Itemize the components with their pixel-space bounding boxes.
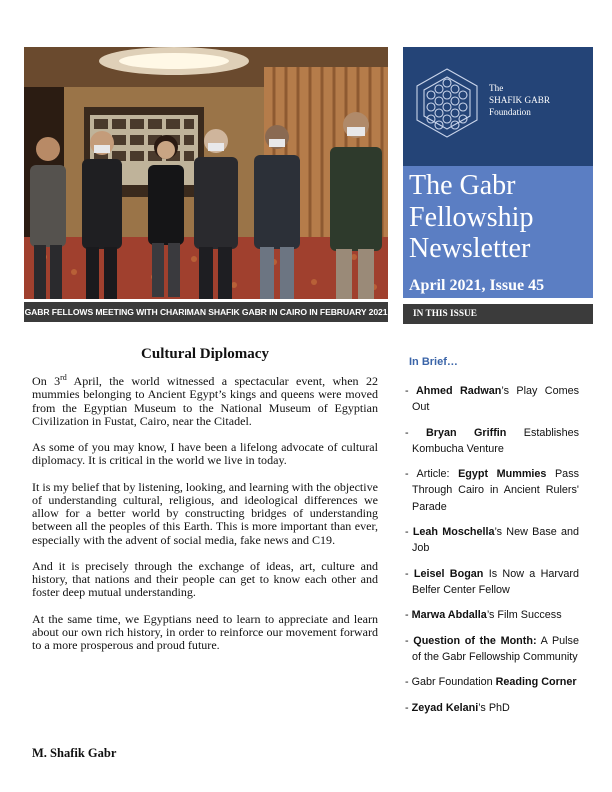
brief-item[interactable] [405,607,579,623]
foundation-logo-block [403,47,593,166]
in-brief-heading: In Brief… [409,356,458,368]
brief-item[interactable] [405,633,579,665]
brief-item-highlight: Bryan Griffin [426,426,507,439]
photo-caption: GABR FELLOWS MEETING WITH CHARIMAN SHAFIK GABR IN CAIRO IN FEBRUARY 2021 [24,307,388,317]
header-photo [24,47,388,299]
brief-item-prefix: - [405,525,413,538]
article-paragraph-2: As some of you may know, I have been a lifelong advocate of cultural diplomacy. It is critical in the world we live in today. [32,440,378,468]
article-paragraph-3: It is my belief that by listening, looking, and learning with the objective of understanding cultural, religious, and ideological differences we allow for a better world by constructing bridges of understanding between all the peoples of this Earth. This is more important than ever, especially with the advent of social media, fake news and C19. [32,479,378,547]
brief-item[interactable] [405,383,579,415]
issue-label: April 2021, Issue 45 [409,277,545,294]
brief-item[interactable] [405,674,579,690]
brief-item-prefix: - [405,426,426,439]
brief-item[interactable] [405,566,579,598]
title-line-3: Newsletter [409,233,531,264]
brief-item-prefix: - [405,609,412,622]
article-paragraph-5: At the same time, we Egyptians need to learn to appreciate and learn about our own rich history, in order to reinforce our movement forward to a more prosperous and proud future. [32,611,378,652]
article-paragraph-4: And it is precisely through the exchange of ideas, art, culture and history, that nations and their people can get to know each other and foster deep mutual understanding. [32,558,378,600]
brief-item-prefix: - [405,385,416,397]
brief-item-prefix: - [405,567,414,580]
brief-item-text: ’s Play Comes Out [412,385,579,414]
brief-item-highlight: Question of the Month: [413,634,537,647]
brief-item-text: A Pulse of the Gabr Fellowship Community [412,634,579,663]
brief-item[interactable] [405,524,579,556]
brief-item-highlight: Egypt Mummies [458,468,547,481]
brief-item-highlight: Leah Moschella [412,525,495,538]
in-brief-list [405,383,579,716]
in-this-issue-bar [403,304,593,324]
foundation-logo-text [489,82,550,118]
title-line-2: Fellowship [409,201,534,233]
brief-item-text: Pass Through Cairo in Ancient Rulers' Parade [412,468,579,513]
paragraph-1-rest: April, the world witnessed a spectacular event, when 22 mummies belonging to Ancient Egypt’s kings and queens were moved from the Egyptian Museum to the National Museum of Egyptian Civilization in Fustat, Cairo, near the Citadel. [32,374,378,428]
logo-line-1: The [489,83,504,93]
brief-item-highlight: Zeyad Kelani [411,701,479,714]
ordinal-superscript: rd [60,372,67,382]
brief-item-prefix: - [405,634,414,647]
logo-line-2: SHAFIK GABR [489,95,551,105]
in-brief-sidebar [405,356,579,725]
brief-item-highlight: Leisel Bogan [413,567,484,580]
brief-item-highlight: Ahmed Radwan [416,385,502,397]
brief-item-text: ’s New Base and Job [412,525,579,555]
article-paragraph-1 [32,372,378,428]
brief-item[interactable] [405,425,579,457]
photo-caption-bar [24,302,388,322]
newsletter-title [409,170,533,265]
brief-item-text: ’s PhD [478,701,510,714]
article-heading: Cultural Diplomacy [141,346,269,362]
brief-item-highlight: Marwa Abdalla [411,609,487,622]
brief-item-prefix: - Gabr Foundation [405,676,496,689]
brief-item-text: ’s Film Success [486,609,562,622]
brief-item[interactable] [405,700,579,716]
brief-item[interactable] [405,466,579,515]
brief-item-text: Establishes Kombucha Venture [412,426,579,455]
brief-item-prefix: - [405,701,412,714]
paragraph-1-start: On 3 [32,374,61,388]
in-this-issue-label: IN THIS ISSUE [413,309,477,319]
main-article [32,346,378,665]
brief-item-highlight: Reading Corner [495,676,577,689]
brief-item-text: Is Now a Harvard Belfer Center Fellow [412,567,579,596]
title-line-1: The Gabr [409,170,516,201]
brief-item-prefix: - Article: [405,468,459,481]
logo-line-3: Foundation [489,107,531,117]
article-signature: M. Shafik Gabr [32,746,117,760]
hexagon-logo-icon [411,67,483,139]
newsletter-title-block [403,166,593,298]
group-photo-illustration [24,47,388,299]
